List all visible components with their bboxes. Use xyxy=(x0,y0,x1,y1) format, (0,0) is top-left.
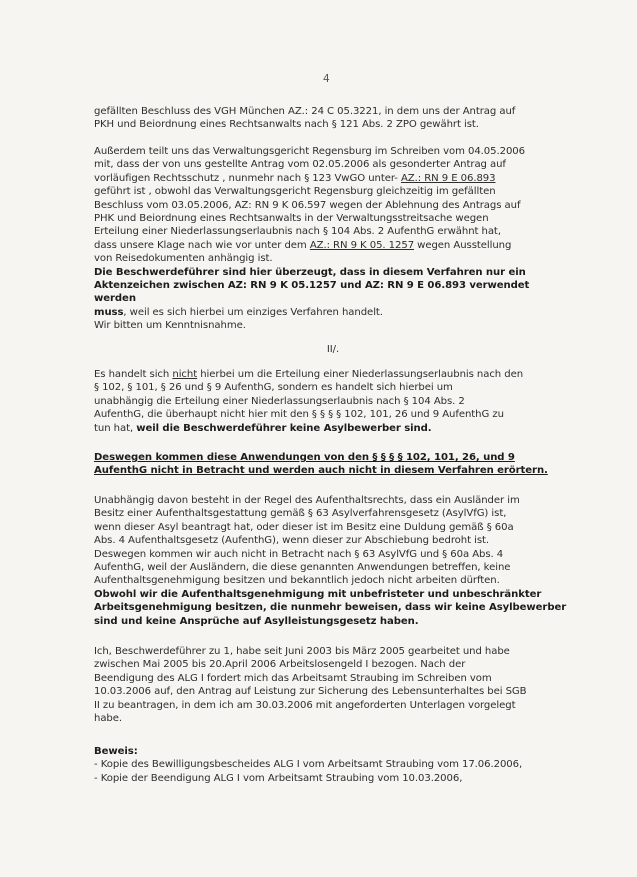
text-line: 10.03.2006 auf, den Antrag auf Leistung zur Sicherung des Lebensunterhaltes bei SGB xyxy=(94,686,527,698)
case-reference-link: AZ.: RN 9 E 06.893 xyxy=(400,172,496,184)
paragraph-1 xyxy=(94,105,572,132)
text-line: geführt ist , obwohl das Verwaltungsgericht Regensburg gleichzeitig im gefällten xyxy=(94,186,496,198)
text-line xyxy=(94,306,572,319)
text-line: AufenthG, die überhaupt nicht hier mit den § § § § 102, 101, 26 und 9 AufenthG zu xyxy=(94,409,504,421)
text-line: Beschluss vom 03.05.2006, AZ: RN 9 K 06.597 wegen der Ablehnung des Antrags auf xyxy=(94,199,521,211)
paragraph-5 xyxy=(94,494,572,628)
text-line: wenn dieser Asyl beantragt hat, oder dieser ist im Besitz eine Duldung gemäß § 60a xyxy=(94,521,514,533)
underlined-text: AufenthG nicht in Betracht und werden auch nicht in diesem Verfahren erörtern. xyxy=(94,465,548,477)
underlined-text: Deswegen kommen diese Anwendungen von den § § § § 102, 101, 26, und 9 xyxy=(94,452,515,463)
bold-line: sind und keine Ansprüche auf Asylleistungsgesetz haben. xyxy=(94,615,419,627)
bold-segment: weil die Beschwerdeführer keine Asylbewerber sind. xyxy=(136,422,432,434)
text-line: Erteilung einer Niederlassungserlaubnis nach § 104 Abs. 2 AufenthG erwähnt hat, xyxy=(94,226,501,238)
text-segment: , weil es sich hierbei um einziges Verfahren handelt. xyxy=(123,306,383,318)
text-line: Deswegen kommen wir auch nicht in Betracht nach § 63 AsylVfG und § 60a Abs. 4 xyxy=(94,548,504,560)
bold-line: Die Beschwerdeführer sind hier überzeugt, dass in diesem Verfahren nur ein xyxy=(94,266,526,278)
text-line xyxy=(94,239,572,252)
bold-underlined-line xyxy=(94,451,572,464)
text-line: Aufenthaltsgenehmigung besitzen und bekanntlich jedoch nicht arbeiten dürften. xyxy=(94,575,500,587)
text-line: Wir bitten um Kenntnisnahme. xyxy=(94,320,246,332)
bold-line: Obwohl wir die Aufenthaltsgenehmigung mit unbefristeter und unbeschränkter xyxy=(94,588,542,600)
text-segment: wegen Ausstellung xyxy=(417,239,512,251)
text-line: PKH und Beiordnung eines Rechtsanwalts nach § 121 Abs. 2 ZPO gewährt ist. xyxy=(94,119,479,131)
text-line xyxy=(94,422,572,435)
paragraph-2 xyxy=(94,145,572,333)
text-line: habe. xyxy=(94,713,123,725)
text-segment: vorläufigen Rechtsschutz , nunmehr nach § 123 VwGO unter- xyxy=(94,172,398,184)
page-number: 4 xyxy=(323,73,330,85)
evidence-item: - Kopie des Bewilligungsbescheides ALG I vom Arbeitsamt Straubing vom 17.06.2006, xyxy=(94,759,523,771)
paragraph-6 xyxy=(94,645,572,725)
paragraph-3 xyxy=(94,368,572,435)
section-heading xyxy=(94,343,572,356)
bold-segment: muss xyxy=(94,306,124,318)
evidence-item: - Kopie der Beendigung ALG I vom Arbeitsamt Straubing vom 10.03.2006, xyxy=(94,772,463,784)
evidence-section xyxy=(94,745,572,785)
text-segment: Es handelt sich xyxy=(94,369,170,380)
text-line: unabhängig die Erteilung einer Niederlassungserlaubnis nach § 104 Abs. 2 xyxy=(94,395,465,407)
text-line xyxy=(94,368,572,381)
text-segment: hierbei um die Erteilung einer Niederlassungserlaubnis nach den xyxy=(200,369,524,380)
text-line: AufenthG, weil der Ausländern, die diese genannten Anwendungen betreffen, keine xyxy=(94,562,511,574)
bold-underlined-line xyxy=(94,464,572,477)
text-segment: dass unsere Klage nach wie vor unter dem xyxy=(94,239,307,251)
bold-line: Aktenzeichen zwischen AZ: RN 9 K 05.1257 und AZ: RN 9 E 06.893 verwendet werden xyxy=(94,280,530,305)
text-line: Ich, Beschwerdeführer zu 1, habe seit Juni 2003 bis März 2005 gearbeitet und habe xyxy=(94,646,510,657)
text-line: Besitz einer Aufenthaltsgestattung gemäß § 63 Asylverfahrensgesetz (AsylVfG) ist, xyxy=(94,508,507,520)
text-segment: tun hat, xyxy=(94,422,134,434)
evidence-heading: Beweis: xyxy=(94,746,138,757)
text-line xyxy=(94,172,572,185)
text-line: Unabhängig davon besteht in der Regel des Aufenthaltsrechts, dass ein Ausländer im xyxy=(94,495,520,506)
bold-line: Arbeitsgenehmigung besitzen, die nunmehr beweisen, dass wir keine Asylbewerber xyxy=(94,602,567,614)
text-line: mit, dass der von uns gestellte Antrag vom 02.05.2006 als gesonderter Antrag auf xyxy=(94,159,506,171)
text-line: zwischen Mai 2005 bis 20.April 2006 Arbeitslosengeld I bezogen. Nach der xyxy=(94,659,466,671)
text-line: Beendigung des ALG I fordert mich das Arbeitsamt Straubing im Schreiben vom xyxy=(94,672,492,684)
text-line: gefällten Beschluss des VGH München AZ.: 24 C 05.3221, in dem uns der Antrag auf xyxy=(94,106,516,117)
paragraph-4 xyxy=(94,451,572,478)
text-line: Abs. 4 Aufenthaltsgesetz (AufenthG), wenn dieser zur Abschiebung bedroht ist. xyxy=(94,535,490,547)
text-line: PHK und Beiordnung eines Rechtsanwalts in der Verwaltungsstreitsache wegen xyxy=(94,213,489,225)
text-line: Außerdem teilt uns das Verwaltungsgericht Regensburg im Schreiben vom 04.05.2006 xyxy=(94,146,525,157)
text-line: von Reisedokumenten anhängig ist. xyxy=(94,253,273,265)
text-line: II zu beantragen, in dem ich am 30.03.2006 mit angeforderten Unterlagen vorgelegt xyxy=(94,699,516,711)
underlined-word: nicht xyxy=(172,369,198,380)
text-line: § 102, § 101, § 26 und § 9 AufenthG, sondern es handelt sich hierbei um xyxy=(94,382,453,394)
section-heading-text: II/. xyxy=(326,344,340,355)
case-reference-link: AZ.: RN 9 K 05. 1257 xyxy=(309,239,415,251)
